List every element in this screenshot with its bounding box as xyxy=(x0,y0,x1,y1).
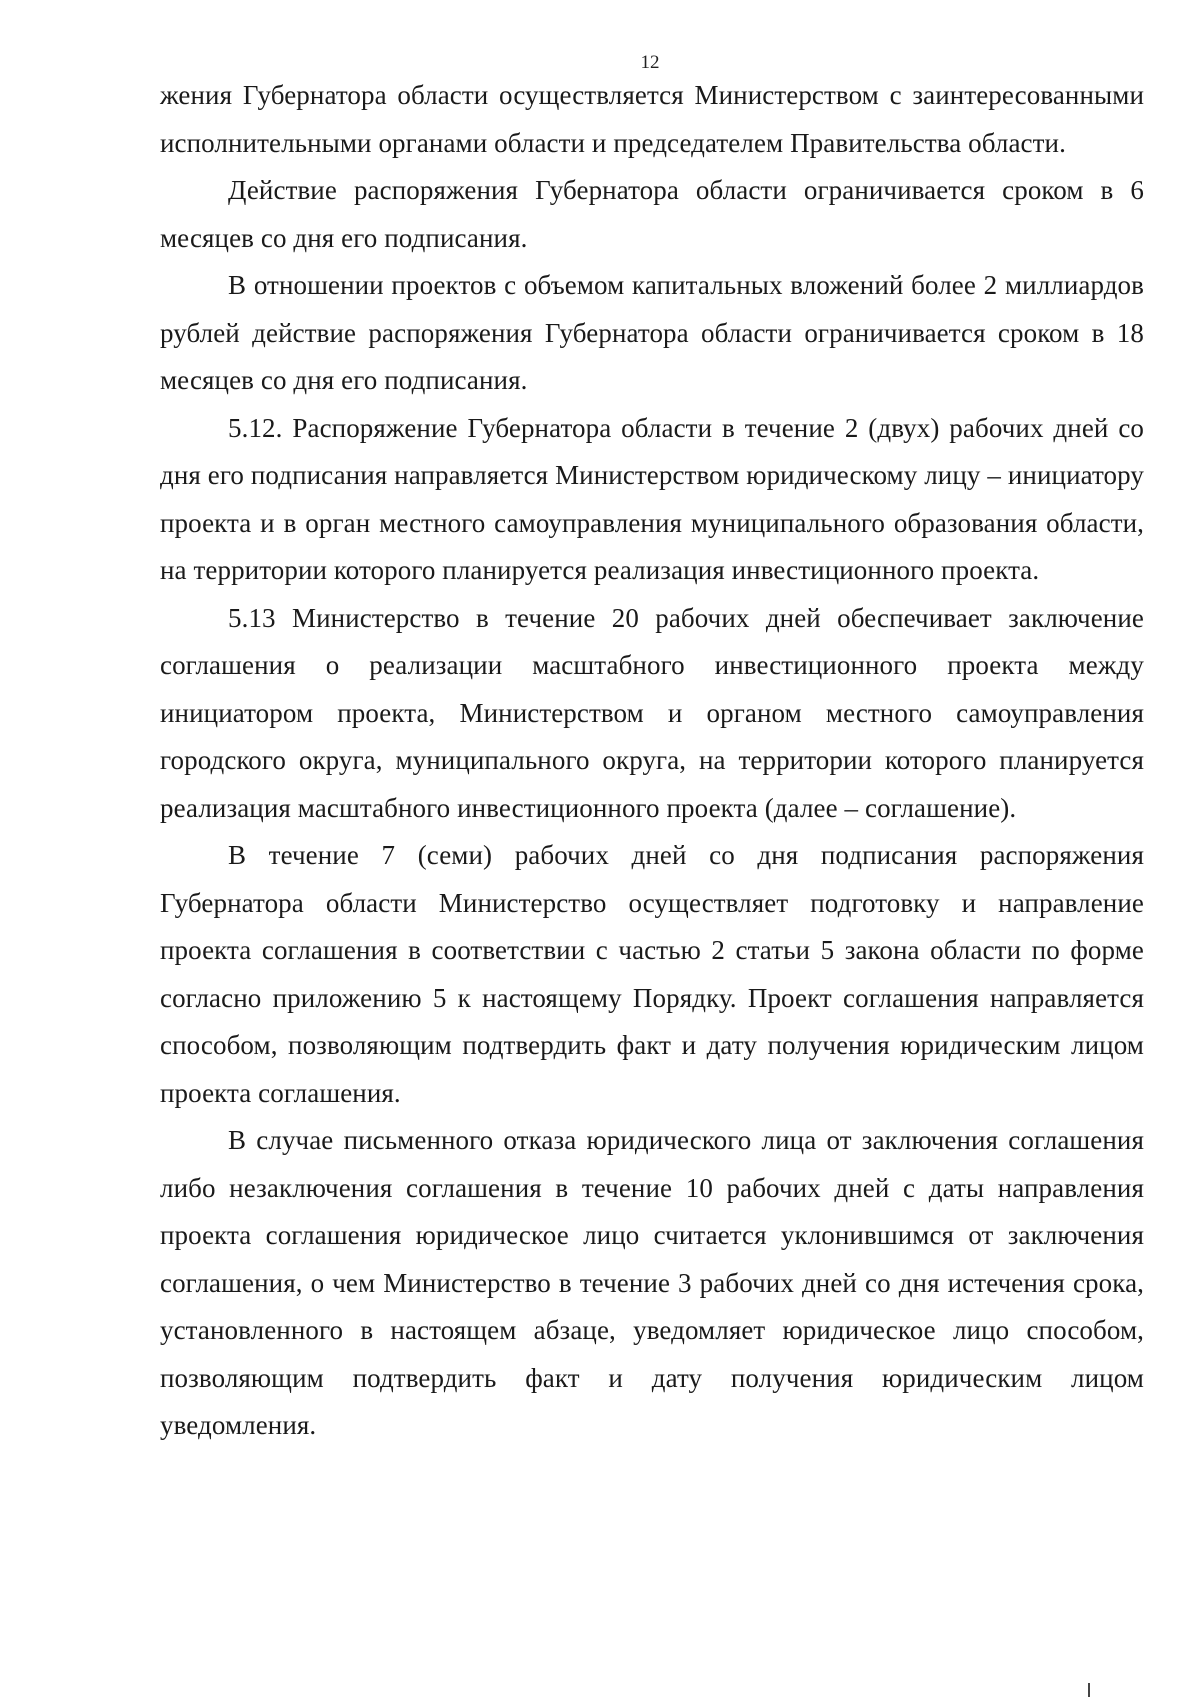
paragraph-draft-agreement: В течение 7 (семи) рабочих дней со дня подписания распоряжения Губернатора области Министерство осуществляет подготовку и направление проекта соглашения в соответствии с частью 2 статьи 5 закона области по форме согласно приложению 5 к настоящему Порядку. Проект соглашения направляется способом, позволяющим подтвердить факт и дату получения юридическим лицом проекта соглашения. xyxy=(160,840,1144,1108)
document-body xyxy=(160,72,1144,1450)
paragraph-term-6-months: Действие распоряжения Губернатора области ограничивается сроком в 6 месяцев со дня его подписания. xyxy=(160,175,1144,253)
paragraph-continuation: жения Губернатора области осуществляется Министерством с заинтересованными исполнительными органами области и председателем Правительства области. xyxy=(160,80,1144,158)
paragraph-5-13: 5.13 Министерство в течение 20 рабочих дней обеспечивает заключение соглашения о реализации масштабного инвестиционного проекта между инициатором проекта, Министерством и органом местного самоуправления городского округа, муниципального округа, на территории которого планируется реализация масштабного инвестиционного проекта (далее – соглашение). xyxy=(160,602,1144,823)
scan-edge-mark xyxy=(1088,1683,1090,1697)
paragraph-refusal: В случае письменного отказа юридического лица от заключения соглашения либо незаключения соглашения в течение 10 рабочих дней с даты направления проекта соглашения юридическое лицо считается уклонившимся от заключения соглашения, о чем Министерство в течение 3 рабочих дней со дня истечения срока, установленного в настоящем абзаце, уведомляет юридическое лицо способом, позволяющим подтвердить факт и дату получения юридическим лицом уведомления. xyxy=(160,1125,1144,1440)
paragraph-term-18-months: В отношении проектов с объемом капитальных вложений более 2 миллиардов рублей действие распоряжения Губернатора области ограничивается сроком в 18 месяцев со дня его подписания. xyxy=(160,270,1144,395)
page-number: 12 xyxy=(640,52,660,73)
paragraph-5-12: 5.12. Распоряжение Губернатора области в течение 2 (двух) рабочих дней со дня его подписания направляется Министерством юридическому лицу – инициатору проекта и в орган местного самоуправления муниципального образования области, на территории которого планируется реализация инвестиционного проекта. xyxy=(160,412,1144,585)
